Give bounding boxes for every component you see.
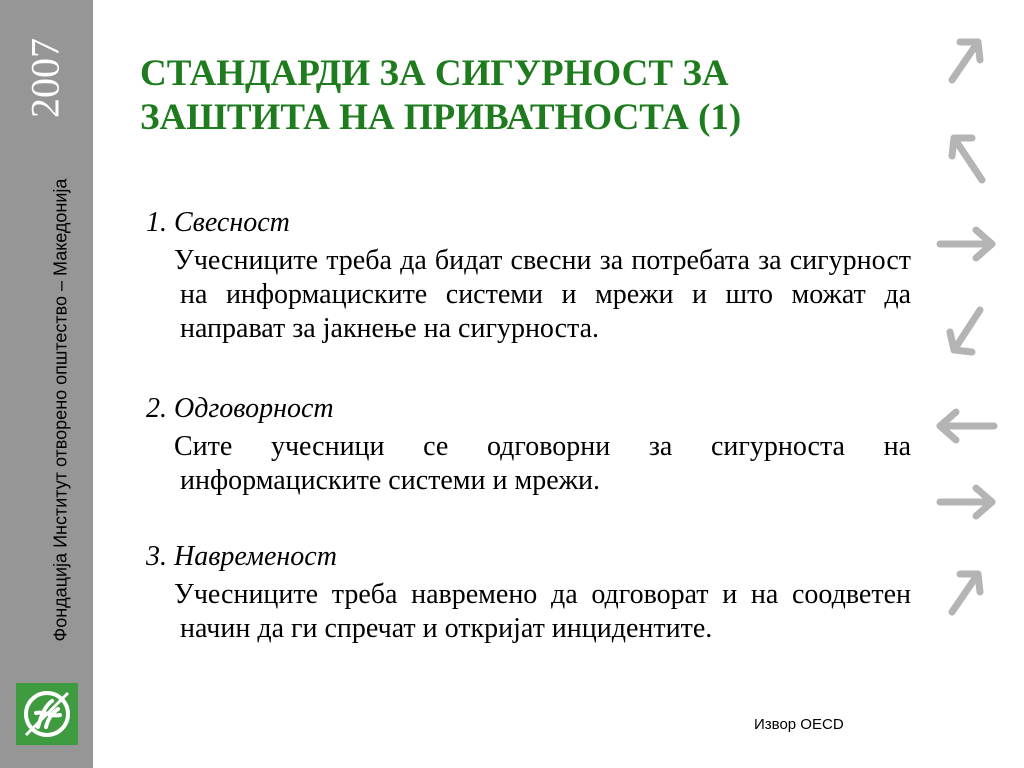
year-label-box — [10, 18, 80, 138]
arrow-up-left-icon — [952, 138, 982, 180]
slide-title — [140, 52, 900, 140]
section-heading: 3. Навременост — [146, 541, 337, 572]
arrow-left-icon — [940, 412, 994, 440]
arrow-right-icon — [940, 230, 992, 258]
section-body: Сите учесници се одговорни за сигурноста на информациските системи и мрежи. — [174, 431, 911, 496]
organization-label: Фондација Институт отворено општество – Македонија — [50, 178, 71, 642]
logo-mark-icon — [16, 683, 78, 745]
year-label: 2007 — [22, 38, 68, 118]
section-heading: 2. Одговорност — [146, 393, 334, 424]
arrow-up-right-icon — [952, 42, 980, 80]
arrow-right-icon — [940, 488, 992, 516]
slide-content — [146, 206, 911, 646]
decorative-arrows — [930, 30, 1000, 640]
section-responsibility — [146, 392, 911, 498]
arrow-up-right-icon — [952, 574, 980, 612]
section-timeliness — [146, 540, 911, 646]
section-body: Учесниците треба да бидат свесни за потребата за сигурност на информациските системи и мрежи и што можат да направат за јакнење на сигурноста. — [174, 245, 911, 344]
section-body: Учесниците треба навремено да одговорат и на соодветен начин да ги спречат и откријат инцидентите. — [174, 579, 911, 644]
source-note: Извор OECD — [754, 716, 844, 733]
sidebar — [0, 0, 93, 768]
section-awareness — [146, 206, 911, 346]
slide-title-line-2: ЗАШТИТА НА ПРИВАТНОСТА (1) — [140, 97, 742, 138]
foundation-logo — [16, 683, 78, 745]
organization-label-box — [44, 150, 78, 670]
arrow-down-left-icon — [950, 310, 980, 352]
slide-title-line-1: СТАНДАРДИ ЗА СИГУРНОСТ ЗА — [140, 53, 729, 94]
section-heading: 1. Свесност — [146, 207, 290, 238]
